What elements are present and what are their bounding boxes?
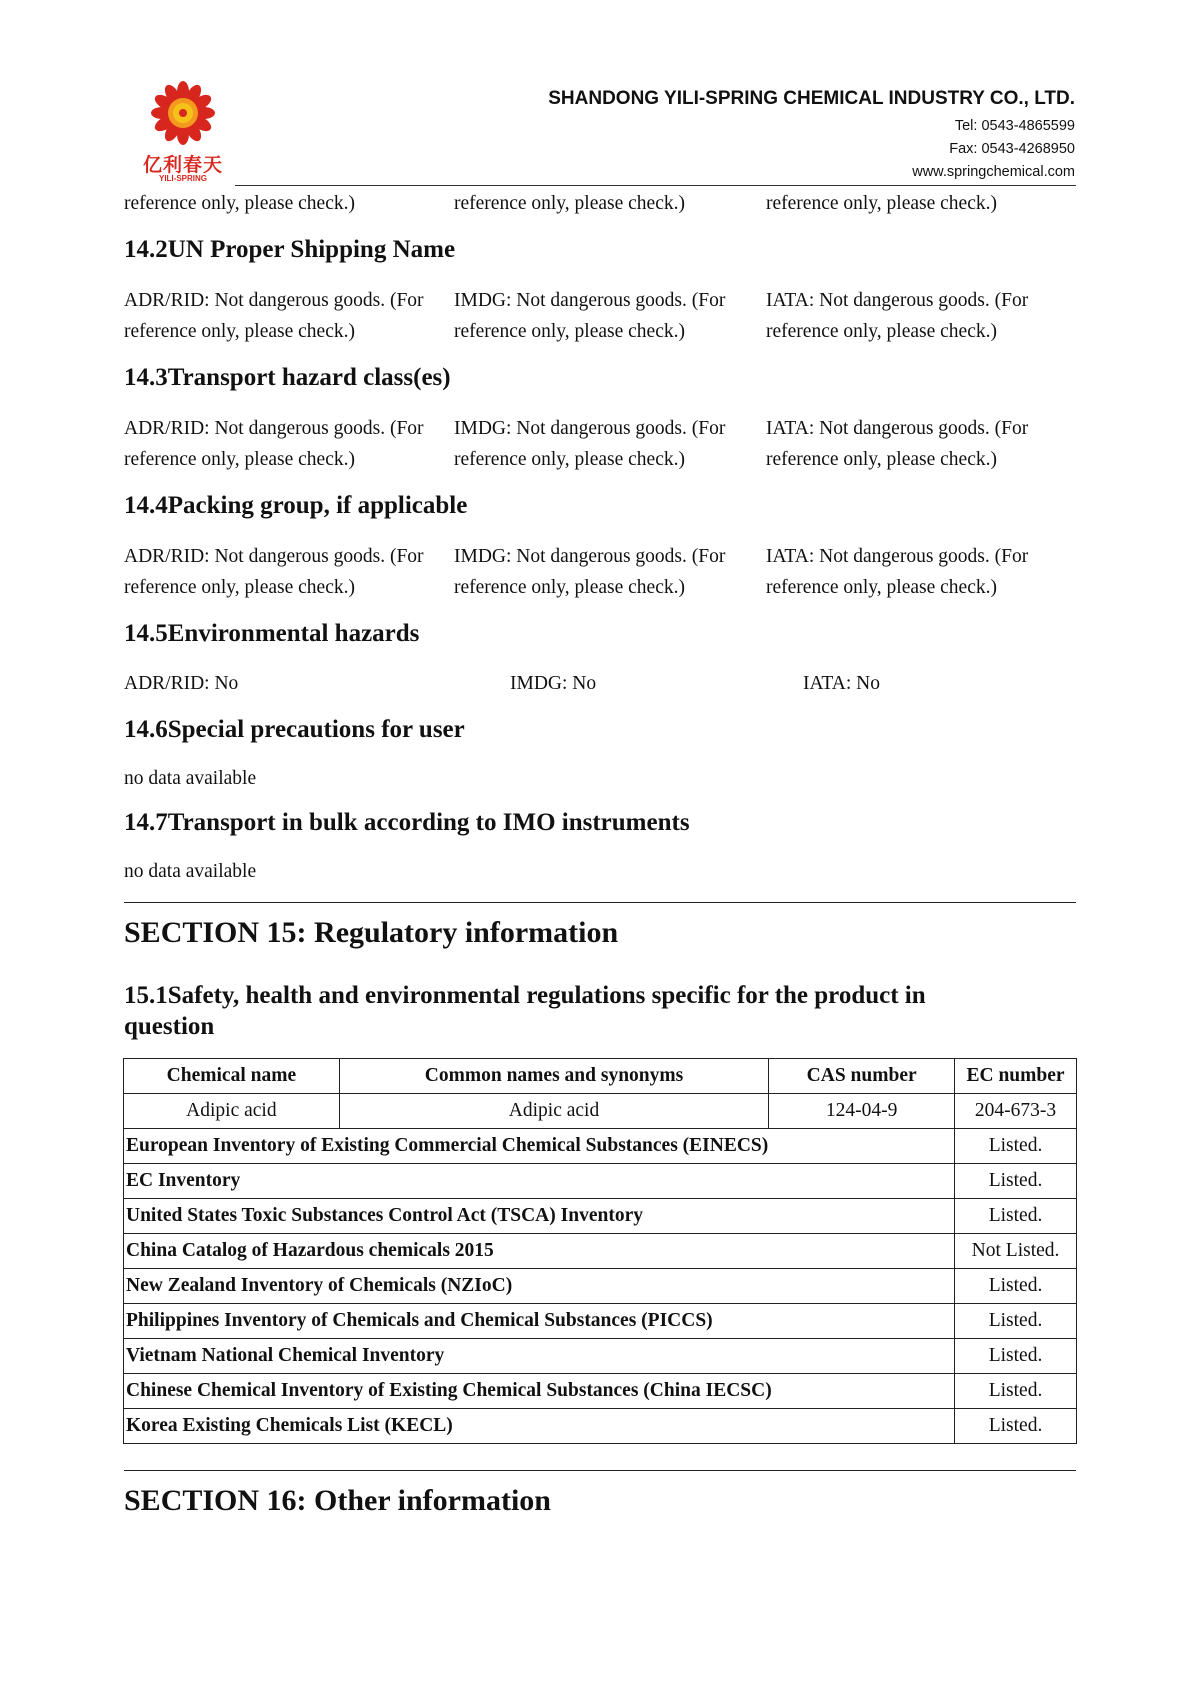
inventory-status: Listed. bbox=[955, 1304, 1077, 1339]
inventory-name: Chinese Chemical Inventory of Existing Chemical Substances (China IECSC) bbox=[124, 1374, 955, 1409]
logo-chinese-text: 亿利春天 bbox=[142, 154, 223, 176]
s14-4-iata-line2: reference only, please check.) bbox=[766, 577, 997, 598]
inventory-status: Listed. bbox=[955, 1164, 1077, 1199]
company-website[interactable]: www.springchemical.com bbox=[912, 164, 1075, 180]
s14-4-adr-line2: reference only, please check.) bbox=[124, 577, 355, 598]
s14-4-imdg-line1: IMDG: Not dangerous goods. (For bbox=[454, 546, 726, 567]
cell-chemical-name: Adipic acid bbox=[124, 1094, 340, 1129]
inventory-status: Not Listed. bbox=[955, 1234, 1077, 1269]
header-cas-number: CAS number bbox=[769, 1059, 955, 1094]
inventory-status: Listed. bbox=[955, 1129, 1077, 1164]
inventory-row bbox=[124, 1304, 1077, 1339]
inventory-row bbox=[124, 1269, 1077, 1304]
header-ec-number: EC number bbox=[955, 1059, 1077, 1094]
s14-5-iata: IATA: No bbox=[803, 673, 880, 694]
s14-2-adr-line2: reference only, please check.) bbox=[124, 321, 355, 342]
inventory-row bbox=[124, 1129, 1077, 1164]
continuation-col1: reference only, please check.) bbox=[124, 193, 355, 214]
company-tel: Tel: 0543-4865599 bbox=[954, 118, 1075, 134]
s14-5-imdg: IMDG: No bbox=[510, 673, 597, 694]
inventory-row bbox=[124, 1164, 1077, 1199]
inventory-name: EC Inventory bbox=[124, 1164, 955, 1199]
s14-3-adr-line1: ADR/RID: Not dangerous goods. (For bbox=[124, 418, 424, 439]
s14-6-text: no data available bbox=[124, 768, 257, 789]
s14-2-iata-line1: IATA: Not dangerous goods. (For bbox=[766, 290, 1029, 311]
s14-5-adr: ADR/RID: No bbox=[124, 673, 239, 694]
table-header-row bbox=[124, 1059, 1077, 1094]
inventory-row bbox=[124, 1374, 1077, 1409]
s14-3-adr-line2: reference only, please check.) bbox=[124, 449, 355, 470]
s14-2-adr-line1: ADR/RID: Not dangerous goods. (For bbox=[124, 290, 424, 311]
regulatory-table bbox=[123, 1058, 1077, 1444]
inventory-status: Listed. bbox=[955, 1199, 1077, 1234]
inventory-name: New Zealand Inventory of Chemicals (NZIoC) bbox=[124, 1269, 955, 1304]
s14-4-adr-line1: ADR/RID: Not dangerous goods. (For bbox=[124, 546, 424, 567]
s14-2-imdg-line1: IMDG: Not dangerous goods. (For bbox=[454, 290, 726, 311]
heading-14-3: 14.3Transport hazard class(es) bbox=[124, 364, 451, 391]
section-15-title: SECTION 15: Regulatory information bbox=[124, 916, 619, 949]
header-common-names: Common names and synonyms bbox=[339, 1059, 768, 1094]
company-name: SHANDONG YILI-SPRING CHEMICAL INDUSTRY CO., LTD. bbox=[548, 88, 1075, 109]
header-chemical-name: Chemical name bbox=[124, 1059, 340, 1094]
heading-14-4: 14.4Packing group, if applicable bbox=[124, 492, 468, 519]
s14-4-iata-line1: IATA: Not dangerous goods. (For bbox=[766, 546, 1029, 567]
s14-7-text: no data available bbox=[124, 861, 257, 882]
inventory-name: Philippines Inventory of Chemicals and Chemical Substances (PICCS) bbox=[124, 1304, 955, 1339]
inventory-status: Listed. bbox=[955, 1409, 1077, 1444]
logo-english-text: YILI-SPRING bbox=[158, 174, 207, 183]
inventory-row bbox=[124, 1339, 1077, 1374]
company-fax: Fax: 0543-4268950 bbox=[949, 141, 1075, 157]
table-row bbox=[124, 1094, 1077, 1129]
inventory-status: Listed. bbox=[955, 1269, 1077, 1304]
s14-2-iata-line2: reference only, please check.) bbox=[766, 321, 997, 342]
heading-14-7: 14.7Transport in bulk according to IMO instruments bbox=[124, 809, 690, 836]
inventory-name: United States Toxic Substances Control Act (TSCA) Inventory bbox=[124, 1199, 955, 1234]
continuation-col3: reference only, please check.) bbox=[766, 193, 997, 214]
s14-3-iata-line1: IATA: Not dangerous goods. (For bbox=[766, 418, 1029, 439]
inventory-name: European Inventory of Existing Commercial Chemical Substances (EINECS) bbox=[124, 1129, 955, 1164]
inventory-name: Vietnam National Chemical Inventory bbox=[124, 1339, 955, 1374]
heading-14-5: 14.5Environmental hazards bbox=[124, 620, 420, 647]
section-divider bbox=[124, 1470, 1076, 1471]
heading-14-2: 14.2UN Proper Shipping Name bbox=[124, 236, 456, 263]
cell-ec-number: 204-673-3 bbox=[955, 1094, 1077, 1129]
continuation-col2: reference only, please check.) bbox=[454, 193, 685, 214]
section-16-title: SECTION 16: Other information bbox=[124, 1484, 551, 1517]
s14-4-imdg-line2: reference only, please check.) bbox=[454, 577, 685, 598]
inventory-row bbox=[124, 1199, 1077, 1234]
header-divider bbox=[235, 185, 1076, 186]
inventory-name: China Catalog of Hazardous chemicals 2015 bbox=[124, 1234, 955, 1269]
cell-cas-number: 124-04-9 bbox=[769, 1094, 955, 1129]
inventory-name: Korea Existing Chemicals List (KECL) bbox=[124, 1409, 955, 1444]
subheading-15-1-line2: question bbox=[124, 1013, 215, 1040]
heading-14-6: 14.6Special precautions for user bbox=[124, 716, 465, 743]
company-logo bbox=[140, 80, 226, 184]
s14-3-iata-line2: reference only, please check.) bbox=[766, 449, 997, 470]
inventory-status: Listed. bbox=[955, 1374, 1077, 1409]
s14-3-imdg-line1: IMDG: Not dangerous goods. (For bbox=[454, 418, 726, 439]
flower-logo-icon bbox=[140, 80, 226, 150]
s14-3-imdg-line2: reference only, please check.) bbox=[454, 449, 685, 470]
inventory-row bbox=[124, 1234, 1077, 1269]
inventory-row bbox=[124, 1409, 1077, 1444]
inventory-status: Listed. bbox=[955, 1339, 1077, 1374]
subheading-15-1-line1: 15.1Safety, health and environmental regulations specific for the product in bbox=[124, 982, 926, 1009]
cell-common-names: Adipic acid bbox=[339, 1094, 768, 1129]
section-divider bbox=[124, 902, 1076, 903]
s14-2-imdg-line2: reference only, please check.) bbox=[454, 321, 685, 342]
